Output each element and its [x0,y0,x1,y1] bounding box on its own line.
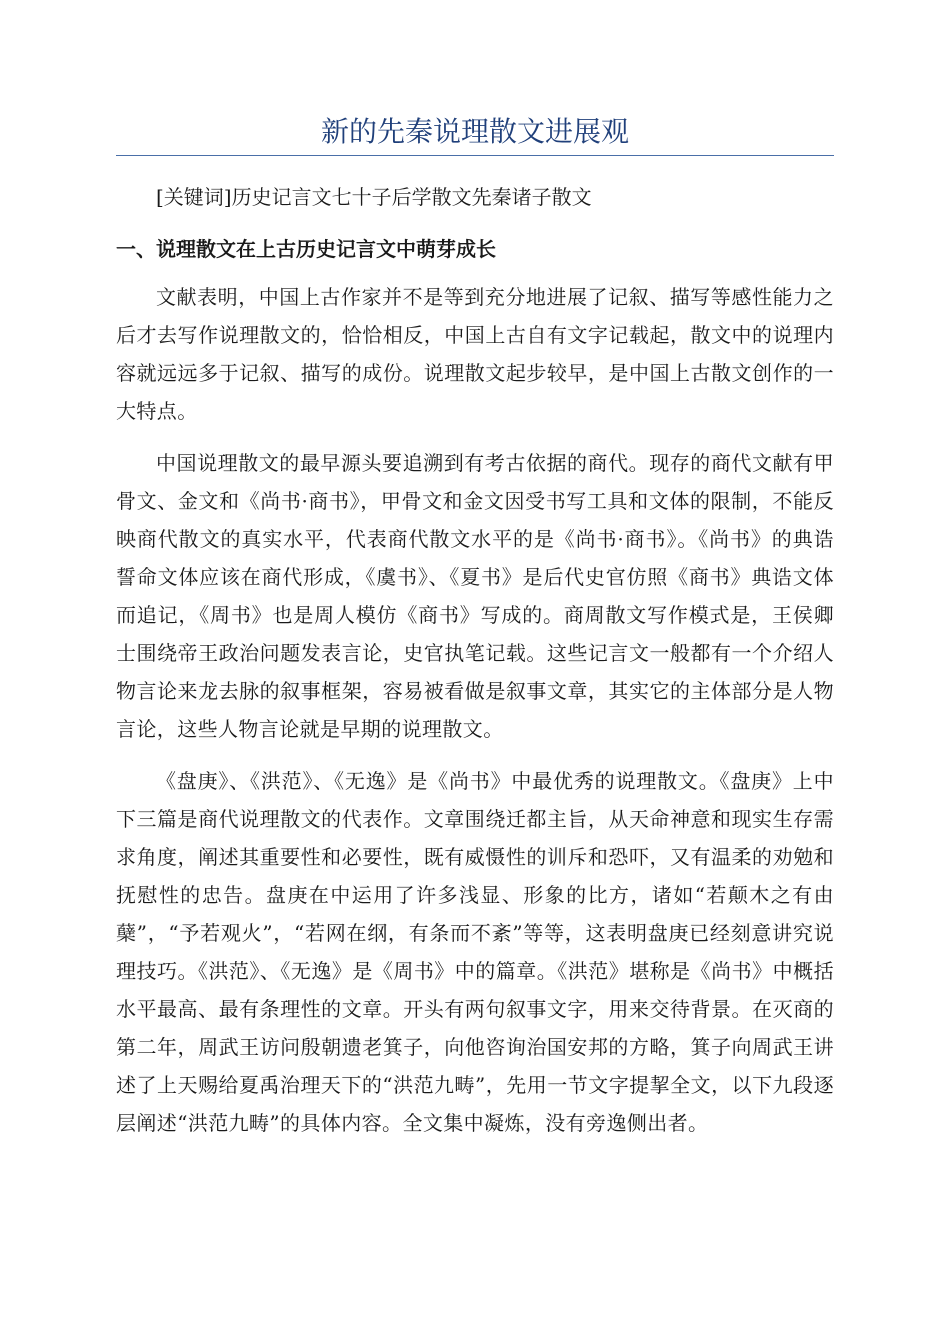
document-title: 新的先秦说理散文进展观 [116,112,834,156]
body-paragraph-2: 中国说理散文的最早源头要追溯到有考古依据的商代。现存的商代文献有甲骨文、金文和《尚书·商书》，甲骨文和金文因受书写工具和文体的限制，不能反映商代散文的真实水平，代表商代散文水平的是《尚书·商书》。《尚书》的典诰誓命文体应该在商代形成，《虞书》、《夏书》是后代史官仿照《商书》典诰文体而追记，《周书》也是周人模仿《商书》写成的。商周散文写作模式是，王侯卿士围绕帝王政治问题发表言论，史官执笔记载。这些记言文一般都有一个介绍人物言论来龙去脉的叙事框架，容易被看做是叙事文章，其实它的主体部分是人物言论，这些人物言论就是早期的说理散文。 [116,451,834,741]
section-heading: 一、说理散文在上古历史记言文中萌芽成长 [116,237,496,261]
document-page [116,112,834,1142]
keywords-line: [关键词]历史记言文七十子后学散文先秦诸子散文 [156,185,592,209]
body-paragraph-1: 文献表明，中国上古作家并不是等到充分地进展了记叙、描写等感性能力之后才去写作说理散文的，恰恰相反，中国上古自有文字记载起，散文中的说理内容就远远多于记叙、描写的成份。说理散文起步较早，是中国上古散文创作的一大特点。 [116,285,834,423]
body-paragraph-3: 《盘庚》、《洪范》、《无逸》是《尚书》中最优秀的说理散文。《盘庚》上中下三篇是商代说理散文的代表作。文章围绕迁都主旨，从天命神意和现实生存需求角度，阐述其重要性和必要性，既有威慑性的训斥和恐吓，又有温柔的劝勉和抚慰性的忠告。盘庚在中运用了许多浅显、形象的比方，诸如“若颠木之有由蘖”，“予若观火”，“若网在纲，有条而不紊”等等，这表明盘庚已经刻意讲究说理技巧。《洪范》、《无逸》是《周书》中的篇章。《洪范》堪称是《尚书》中概括水平最高、最有条理性的文章。开头有两句叙事文字，用来交待背景。在灭商的第二年，周武王访问殷朝遗老箕子，向他咨询治国安邦的方略，箕子向周武王讲述了上天赐给夏禹治理天下的“洪范九畴”，先用一节文字提挈全文，以下九段逐层阐述“洪范九畴”的具体内容。全文集中凝炼，没有旁逸侧出者。 [116,769,834,1135]
